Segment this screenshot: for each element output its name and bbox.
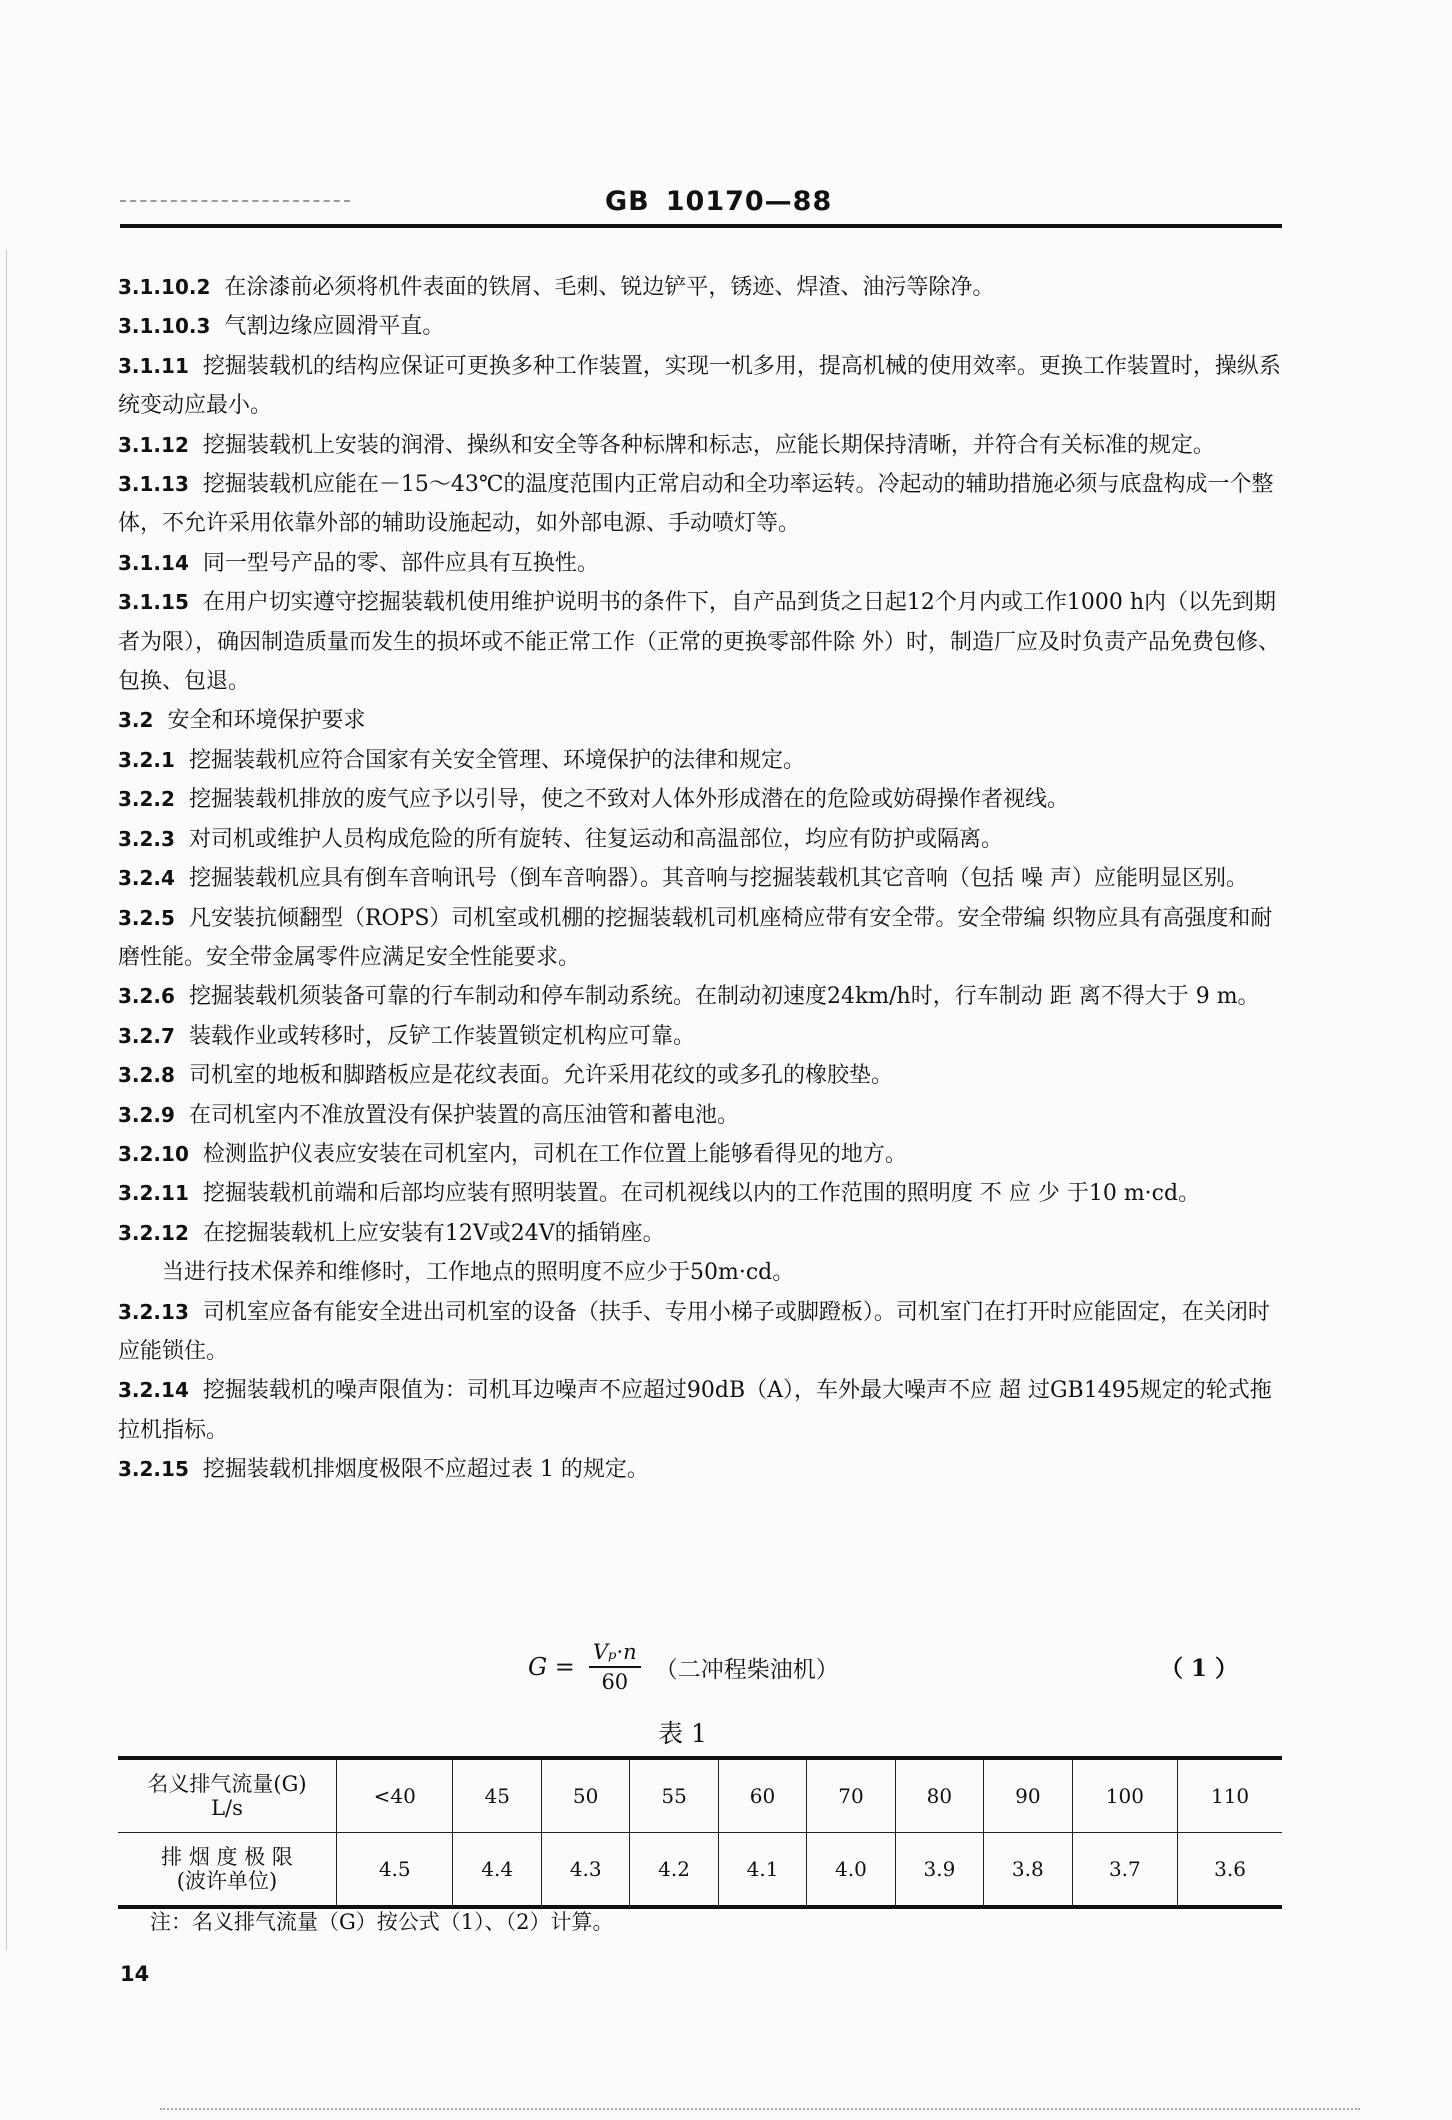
table-cell: <40	[337, 1758, 453, 1833]
clause-3-2-14	[118, 1371, 1282, 1450]
row-header-line: L/s	[211, 1796, 243, 1820]
clause-3-2-6	[118, 977, 1282, 1016]
clause-text: 挖掘装载机应具有倒车音响讯号（倒车音响器）。其音响与挖掘装载机其它音响（包括 噪 声）应能明显区别。	[188, 866, 1248, 892]
clause-3-2-7	[118, 1017, 1282, 1056]
clause-number: 3.1.10.3	[118, 314, 211, 339]
clause-3-2-12	[118, 1214, 1282, 1253]
clause-3-1-10-2	[118, 268, 1282, 307]
row-header-line: 名义排气流量(G)	[147, 1772, 307, 1796]
section-3-2-heading	[118, 701, 1282, 740]
clause-3-2-2	[118, 780, 1282, 819]
clause-number: 3.2.8	[118, 1063, 175, 1088]
table-cell: 4.4	[453, 1833, 541, 1908]
clause-text: 装载作业或转移时，反铲工作装置锁定机构应可靠。	[188, 1023, 695, 1049]
formula-number: （ 1 ）	[1159, 1655, 1238, 1682]
section-title: 安全和环境保护要求	[167, 708, 366, 734]
clause-text: 检测监护仪表应安装在司机室内，司机在工作位置上能够看得见的地方。	[202, 1141, 907, 1167]
clause-number: 3.1.14	[118, 550, 189, 575]
clause-text: 当进行技术保养和维修时，工作地点的照明度不应少于50m·cd。	[162, 1260, 795, 1286]
table-cell: 4.2	[630, 1833, 718, 1908]
clause-text: 在挖掘装载机上应安装有12V或24V的插销座。	[202, 1220, 665, 1246]
clause-number: 3.2.4	[118, 866, 175, 891]
clause-number: 3.2.3	[118, 826, 175, 851]
clause-3-2-1	[118, 741, 1282, 780]
clause-number: 3.1.11	[118, 353, 189, 378]
table-cell: 90	[984, 1758, 1072, 1833]
clause-text: 挖掘装载机应符合国家有关安全管理、环境保护的法律和规定。	[188, 747, 805, 773]
clause-number: 3.1.12	[118, 432, 189, 457]
standard-prefix: GB	[605, 186, 650, 217]
clause-text: 对司机或维护人员构成危险的所有旋转、往复运动和高温部位，均应有防护或隔离。	[188, 826, 1003, 852]
clause-3-2-8	[118, 1056, 1282, 1095]
clause-number: 3.2.14	[118, 1378, 189, 1403]
clause-text: 在用户切实遵守挖掘装载机使用维护说明书的条件下，自产品到货之日起12个月内或工作1000 h内（以先到期者为限），确因制造质量而发生的损坏或不能正常工作（正常的更换零部件除 外）时，制造厂应及时负责产品免费包修、包换、包退。	[118, 590, 1280, 695]
clause-number: 3.2.2	[118, 787, 175, 812]
clause-3-2-12-continued	[118, 1253, 1282, 1292]
table-cell: 70	[807, 1758, 895, 1833]
clause-3-2-15	[118, 1450, 1282, 1489]
clause-3-2-3	[118, 820, 1282, 859]
clause-3-2-5	[118, 899, 1282, 978]
scan-edge-line	[6, 250, 7, 1950]
row-header-flow	[118, 1758, 337, 1833]
clause-number: 3.2.13	[118, 1299, 189, 1324]
formula-condition: （二冲程柴油机）	[654, 1656, 839, 1683]
clause-3-1-10-3	[118, 307, 1282, 346]
table-cell: 4.1	[718, 1833, 806, 1908]
clause-text: 挖掘装载机的结构应保证可更换多种工作装置，实现一机多用，提高机械的使用效率。更换工作装置时，操纵系统变动应最小。	[118, 353, 1281, 419]
clause-text: 在司机室内不准放置没有保护装置的高压油管和蓄电池。	[188, 1102, 739, 1128]
clause-number: 3.2.1	[118, 747, 175, 772]
clause-text: 挖掘装载机排放的废气应予以引导，使之不致对人体外形成潜在的危险或妨碍操作者视线。	[188, 787, 1069, 813]
clause-3-2-13	[118, 1293, 1282, 1372]
clause-text: 气割边缘应圆滑平直。	[224, 314, 445, 340]
formula	[528, 1632, 839, 1702]
clause-number: 3.2.6	[118, 984, 175, 1009]
table-cell: 4.3	[541, 1833, 629, 1908]
clause-3-2-10	[118, 1135, 1282, 1174]
table-cell: 3.6	[1178, 1833, 1282, 1908]
standard-number: 10170—88	[665, 186, 833, 217]
clause-number: 3.2.9	[118, 1102, 175, 1127]
page-header	[120, 182, 1280, 222]
clause-text: 挖掘装载机前端和后部均应装有照明装置。在司机视线以内的工作范围的照明度 不 应 少 于10 m·cd。	[202, 1181, 1201, 1207]
row-header-line: 排 烟 度 极 限	[161, 1845, 293, 1869]
clause-3-1-15	[118, 583, 1282, 701]
header-dash-rule	[120, 200, 350, 202]
formula-fraction	[589, 1640, 641, 1694]
body-text	[118, 268, 1282, 1490]
clause-text: 挖掘装载机须装备可靠的行车制动和停车制动系统。在制动初速度24km/h时，行车制动 距 离不得大于 9 m。	[188, 984, 1260, 1010]
clause-3-1-11	[118, 347, 1282, 426]
clause-number: 3.2.7	[118, 1023, 175, 1048]
clause-number: 3.2.10	[118, 1141, 189, 1166]
clause-number: 3.1.13	[118, 472, 189, 497]
clause-number: 3.2.11	[118, 1181, 189, 1206]
table-cell: 60	[718, 1758, 806, 1833]
table-cell: 3.7	[1072, 1833, 1178, 1908]
formula-denominator: 60	[601, 1670, 629, 1694]
table-caption: 表 1	[658, 1719, 707, 1748]
table-row	[118, 1833, 1282, 1908]
formula-numerator: Vₚ·n	[589, 1640, 641, 1668]
clause-3-2-9	[118, 1096, 1282, 1135]
table-cell: 3.9	[895, 1833, 983, 1908]
table-cell: 4.5	[337, 1833, 453, 1908]
clause-text: 在涂漆前必须将机件表面的铁屑、毛刺、锐边铲平，锈迹、焊渣、油污等除净。	[224, 275, 995, 300]
table-cell: 100	[1072, 1758, 1178, 1833]
emission-limit-table	[118, 1756, 1282, 1909]
clause-text: 司机室应备有能安全进出司机室的设备（扶手、专用小梯子或脚蹬板）。司机室门在打开时应能固定，在关闭时应能锁住。	[118, 1299, 1270, 1364]
clause-text: 挖掘装载机的噪声限值为：司机耳边噪声不应超过90dB（A），车外最大噪声不应 超 过GB1495规定的轮式拖拉机指标。	[118, 1378, 1272, 1443]
table-cell: 80	[895, 1758, 983, 1833]
clause-text: 凡安装抗倾翻型（ROPS）司机室或机棚的挖掘装载机司机座椅应带有安全带。安全带编 织物应具有高强度和耐磨性能。安全带金属零件应满足安全性能要求。	[118, 905, 1273, 970]
table-cell: 3.8	[984, 1833, 1072, 1908]
clause-text: 司机室的地板和脚踏板应是花纹表面。允许采用花纹的或多孔的橡胶垫。	[188, 1063, 893, 1089]
clause-number: 3.2.15	[118, 1457, 189, 1482]
table-cell: 45	[453, 1758, 541, 1833]
clause-number: 3.2.12	[118, 1220, 189, 1245]
table-note: 注：名义排气流量（G）按公式（1）、（2）计算。	[150, 1910, 614, 1934]
clause-text: 挖掘装载机排烟度极限不应超过表 1 的规定。	[202, 1457, 649, 1483]
clause-number: 3.2	[118, 708, 154, 733]
table-row	[118, 1758, 1282, 1833]
clause-3-1-13	[118, 465, 1282, 544]
row-header-line: (波许单位)	[176, 1869, 278, 1893]
clause-number: 3.1.10.2	[118, 275, 211, 299]
scan-bottom-edge	[160, 2108, 1360, 2110]
formula-row	[118, 1632, 1282, 1702]
table-cell: 55	[630, 1758, 718, 1833]
standard-code	[605, 186, 832, 217]
table-cell: 50	[541, 1758, 629, 1833]
page-number: 14	[120, 1962, 150, 1986]
clause-3-1-12	[118, 426, 1282, 465]
clause-3-1-14	[118, 544, 1282, 583]
clause-text: 同一型号产品的零、部件应具有互换性。	[202, 550, 599, 576]
clause-text: 挖掘装载机上安装的润滑、操纵和安全等各种标牌和标志，应能长期保持清晰，并符合有关标准的规定。	[202, 432, 1215, 458]
table-cell: 4.0	[807, 1833, 895, 1908]
clause-text: 挖掘装载机应能在－15～43℃的温度范围内正常启动和全功率运转。冷起动的辅助措施必须与底盘构成一个整体，不允许采用依靠外部的辅助设施起动，如外部电源、手动喷灯等。	[118, 472, 1274, 537]
header-rule	[120, 224, 1282, 228]
clause-3-2-4	[118, 859, 1282, 898]
table-cell: 110	[1178, 1758, 1282, 1833]
clause-number: 3.2.5	[118, 905, 175, 930]
row-header-smoke	[118, 1833, 337, 1908]
clause-number: 3.1.15	[118, 590, 189, 615]
clause-3-2-11	[118, 1174, 1282, 1213]
formula-lhs: G =	[528, 1653, 575, 1681]
